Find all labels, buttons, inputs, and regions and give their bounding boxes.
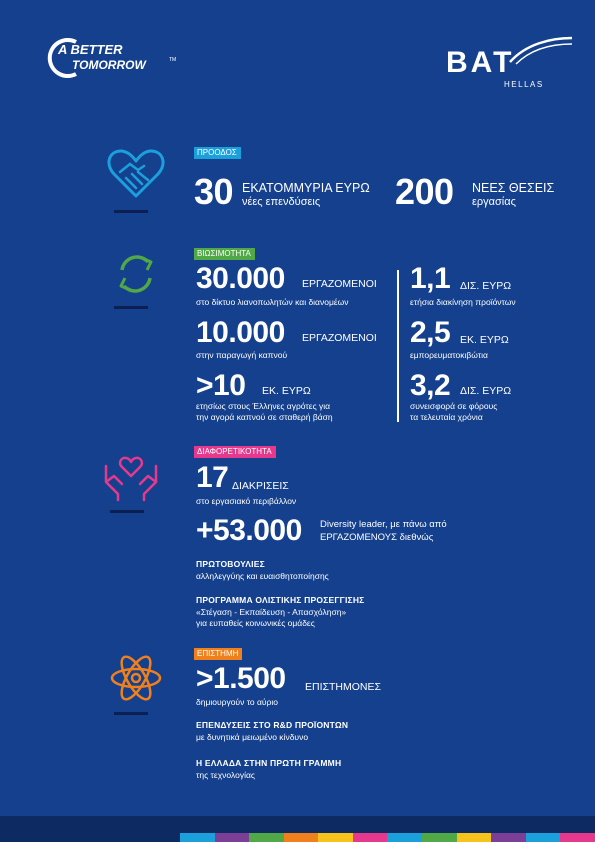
diversity-item1-sub: αλληλεγγύης και ευαισθητοποίησης	[196, 571, 329, 581]
science-item1-sub: με δυνητικά μειωμένο κίνδυνο	[196, 732, 309, 742]
hands-heart-icon	[102, 452, 160, 502]
footer-stripe	[353, 833, 388, 842]
sustain-left-3-sub2: την αγορά καπνού σε σταθερή βάση	[196, 412, 333, 422]
sustain-right-1-unit: ΔΙΣ. ΕΥΡΩ	[460, 280, 512, 292]
sustain-left-1-number: 30.000	[196, 262, 285, 295]
sustain-tag: ΒΙΩΣΙΜΟΤΗΤΑ	[194, 248, 255, 260]
sustain-right-3-sub1: συνεισφορά σε φόρους	[410, 401, 498, 411]
progress-tag: ΠΡΟΟΔΟΣ	[194, 147, 241, 159]
diversity-stat1-unit: ΔΙΑΚΡΙΣΕΙΣ	[232, 480, 289, 492]
recycle-arrows-icon	[114, 252, 158, 296]
science-stat-sub: δημιουργούν το αύριο	[196, 697, 279, 707]
sustain-left-2-unit: ΕΡΓΑΖΟΜΕΝΟΙ	[302, 332, 377, 344]
footer-stripe	[422, 833, 457, 842]
footer-stripe	[215, 833, 250, 842]
progress-stat2-unit: ΝΕΕΣ ΘΕΣΕΙΣ	[472, 181, 555, 195]
diversity-item1-title: ΠΡΩΤΟΒΟΥΛΙΕΣ	[196, 559, 265, 569]
sustain-left-1-unit: ΕΡΓΑΖΟΜΕΝΟΙ	[302, 278, 377, 290]
sustain-right-3-sub2: τα τελευταία χρόνια	[410, 412, 483, 422]
sustain-left-2-number: 10.000	[196, 316, 285, 349]
science-stat-number: >1.500	[196, 662, 286, 695]
sustain-right-1-number: 1,1	[410, 262, 451, 295]
sustain-left-3-unit: ΕΚ. ΕΥΡΩ	[262, 385, 311, 397]
bat-swoosh-icon	[506, 36, 576, 66]
handshake-heart-icon	[106, 148, 166, 200]
slogan-logo	[46, 36, 186, 80]
diversity-stat1-sub: στο εργασιακό περιβάλλον	[196, 496, 297, 506]
diversity-underline	[110, 510, 144, 513]
science-item2-title: Η ΕΛΛΑΔΑ ΣΤΗΝ ΠΡΩΤΗ ΓΡΑΜΜΗ	[196, 758, 342, 768]
sustain-underline	[114, 306, 148, 309]
bat-subtitle: HELLAS	[504, 80, 544, 89]
footer-stripe	[249, 833, 284, 842]
footer-stripe	[457, 833, 492, 842]
bat-wordmark: BAT	[446, 46, 515, 79]
footer-stripe	[526, 833, 561, 842]
science-stat-unit: ΕΠΙΣΤΗΜΟΝΕΣ	[305, 681, 381, 693]
diversity-tag: ΔΙΑΦΟΡΕΤΙΚΟΤΗΤΑ	[194, 446, 276, 458]
diversity-stat2-line2: ΕΡΓΑΖΟΜΕΝΟΥΣ διεθνώς	[320, 532, 434, 543]
atom-icon	[108, 652, 164, 704]
progress-stat1-sub: νέες επενδύσεις	[242, 196, 321, 208]
bat-logo	[446, 36, 578, 92]
footer-stripe	[318, 833, 353, 842]
footer-stripe	[180, 833, 215, 842]
diversity-stat2-number: +53.000	[196, 514, 302, 547]
sustain-left-1-sub: στο δίκτυο λιανοπωλητών και διανομέων	[196, 297, 349, 307]
footer-stripe	[387, 833, 422, 842]
progress-stat2-sub: εργασίας	[472, 196, 516, 208]
sustain-right-3-number: 3,2	[410, 369, 451, 402]
sustain-right-1-sub: ετήσια διακίνηση προϊόντων	[410, 297, 516, 307]
footer-stripe	[491, 833, 526, 842]
sustain-divider	[397, 270, 399, 422]
sustain-left-3-sub1: ετησίως στους Έλληνες αγρότες για	[196, 401, 331, 411]
diversity-item2-title: ΠΡΟΓΡΑΜΜΑ ΟΛΙΣΤΙΚΗΣ ΠΡΟΣΕΓΓΙΣΗΣ	[196, 595, 365, 605]
sustain-left-2-sub: στην παραγωγή καπνού	[196, 350, 288, 360]
sustain-right-2-number: 2,5	[410, 316, 451, 349]
sustain-right-2-sub: εμπορευματοκιβώτια	[410, 350, 488, 360]
progress-underline	[114, 210, 148, 213]
sustain-left-3-number: >10	[196, 369, 246, 402]
slogan-line2: TOMORROW	[72, 58, 146, 72]
footer-stripe	[560, 833, 595, 842]
science-item1-title: ΕΠΕΝΔΥΣΕΙΣ ΣΤΟ R&D ΠΡΟΪΟΝΤΩΝ	[196, 720, 349, 730]
progress-stat2-number: 200	[395, 171, 454, 212]
diversity-stat2-line1: Diversity leader, με πάνω από	[320, 519, 447, 530]
science-tag: ΕΠΙΣΤΗΜΗ	[194, 648, 242, 660]
progress-stat1-number: 30	[194, 171, 234, 212]
science-underline	[114, 712, 148, 715]
science-item2-sub: της τεχνολογίας	[196, 770, 255, 780]
footer-stripe	[284, 833, 319, 842]
footer-color-stripes	[180, 833, 595, 842]
progress-stat1-unit: ΕΚΑΤΟΜΜΥΡΙΑ ΕΥΡΩ	[242, 181, 370, 195]
diversity-item2-sub1: «Στέγαση - Εκπαίδευση - Απασχόληση»	[196, 607, 347, 617]
sustain-right-3-unit: ΔΙΣ. ΕΥΡΩ	[460, 385, 512, 397]
slogan-line1: A BETTER	[58, 42, 123, 57]
diversity-stat1-number: 17	[196, 461, 229, 494]
sustain-right-2-unit: ΕΚ. ΕΥΡΩ	[460, 334, 509, 346]
diversity-item2-sub2: για ευπαθείς κοινωνικές ομάδες	[196, 618, 315, 628]
slogan-tm: TM	[169, 57, 177, 63]
